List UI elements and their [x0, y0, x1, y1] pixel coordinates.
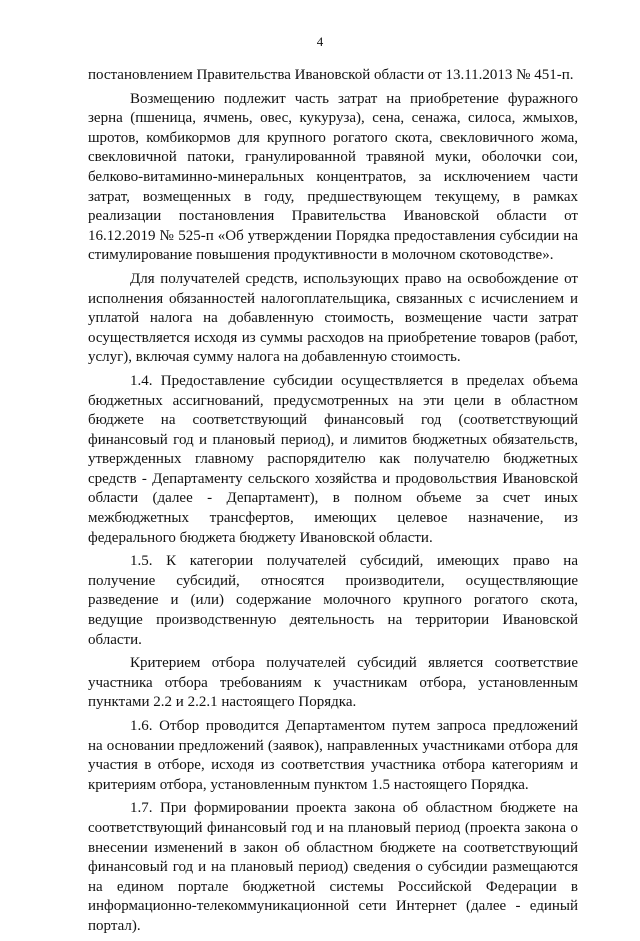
- paragraph-1-4: 1.4. Предоставление субсидии осуществляется в пределах объема бюджетных ассигнований, предусмотренных на эти цели в областном бюджете на соответствующий финансовый год (соответствующий финансовый год и плановый период), и лимитов бюджетных обязательств, утвержденных главному распорядителю как получателю бюджетных средств - Департаменту сельского хозяйства и продовольствия Ивановской области (далее - Департамент), в полном объеме за счет иных межбюджетных трансфертов, имеющих целевое назначение, из федерального бюджета бюджету Ивановской области.: [88, 372, 578, 546]
- paragraph-1-6: 1.6. Отбор проводится Департаментом путем запроса предложений на основании предложений (заявок), направленных участниками отбора для участия в отборе, исходя из соответствия участника отбора категориям и критериям отбора, установленным пунктом 1.5 настоящего Порядка.: [88, 718, 578, 793]
- document-body: [88, 66, 578, 941]
- page-number: 4: [316, 34, 324, 49]
- paragraph-1-7: 1.7. При формировании проекта закона об областном бюджете на соответствующий финансовый год и на плановый период (проекта закона о внесении изменений в закон об областном бюджете на соответствующий финансовый год и на плановый период) сведения о субсидии размещаются на едином портале бюджетной системы Российской Федерации в информационно-телекоммуникационной сети Интернет (далее - единый портал).: [88, 800, 578, 934]
- paragraph-1-5: 1.5. К категории получателей субсидий, имеющих право на получение субсидий, относятся производители, осуществляющие разведение и (или) содержание молочного крупного рогатого скота, ведущие производственную деятельность на территории Ивановской области.: [88, 553, 578, 648]
- paragraph-compensation-costs: Возмещению подлежит часть затрат на приобретение фуражного зерна (пшеница, ячмень, овес, кукуруза), сена, сенажа, силоса, жмыхов, шротов, комбикормов для крупного рогатого скота, свекловичного жома, свекловичной патоки, гранулированной травяной муки, оболочки сои, белково-витаминно-минеральных концентратов, за исключением части затрат, возмещенных в году, предшествующем текущему, в рамках реализации постановления Правительства Ивановской области от 16.12.2019 № 525-п «Об утверждении Порядка предоставления субсидии на стимулирование повышения продуктивности в молочном скотоводстве».: [88, 90, 578, 264]
- paragraph-continuation: постановлением Правительства Ивановской области от 13.11.2013 № 451-п.: [88, 67, 574, 83]
- paragraph-selection-criteria: Критерием отбора получателей субсидий является соответствие участника отбора требованиям к участникам отбора, установленным пунктами 2.2 и 2.2.1 настоящего Порядка.: [88, 655, 578, 711]
- paragraph-vat-exemption: Для получателей средств, использующих право на освобождение от исполнения обязанностей налогоплательщика, связанных с исчислением и уплатой налога на добавленную стоимость, возмещение части затрат осуществляется исходя из суммы расходов на приобретение товаров (работ, услуг), включая сумму налога на добавленную стоимость.: [88, 270, 578, 366]
